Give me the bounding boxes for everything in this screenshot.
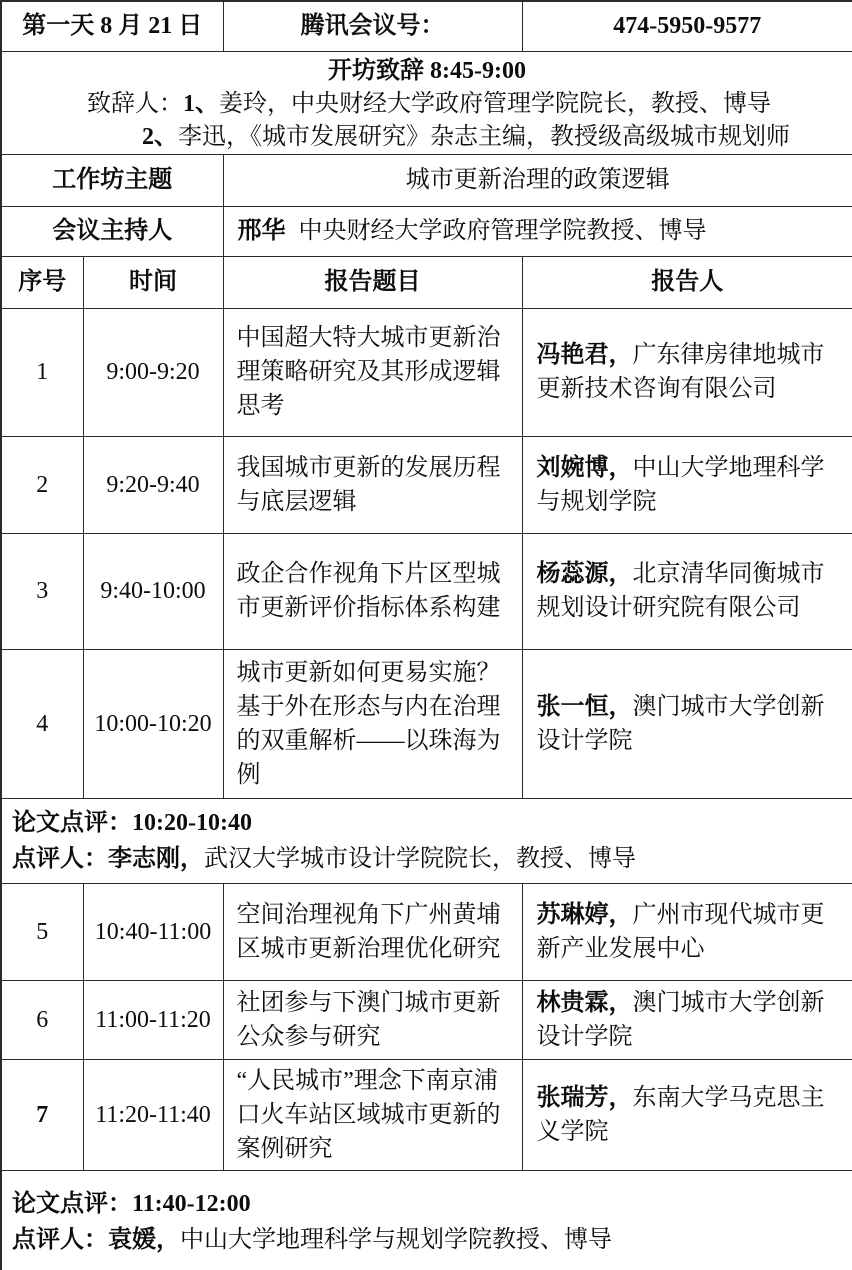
reviewer-desc: 中山大学地理科学与规划学院教授、博导 <box>180 1226 612 1253</box>
workshop-theme-value: 城市更新治理的政策逻辑 <box>223 154 852 206</box>
col-header-title: 报告题目 <box>223 256 522 308</box>
session-no: 4 <box>1 649 83 798</box>
speaker-affiliation: 中山大学地理科学与规划学院 <box>536 454 825 515</box>
speaker-name: 刘婉博， <box>536 454 633 481</box>
speaker-affiliation: 澳门城市大学创新设计学院 <box>536 693 825 754</box>
speaker-affiliation: 北京清华同衡城市规划设计研究院有限公司 <box>536 561 825 621</box>
opening-remarks-section <box>1 51 852 154</box>
speaker-name: 张一恒， <box>536 693 633 720</box>
reviewer-prefix: 点评人： <box>12 1226 108 1253</box>
workshop-theme-label: 工作坊主题 <box>1 154 223 206</box>
opening-prefix: 致辞人： <box>87 90 183 117</box>
session-no: 3 <box>1 533 83 649</box>
session-row-6 <box>1 980 852 1059</box>
review-time: 10:20-10:40 <box>132 809 252 836</box>
host-desc: 中央财经大学政府管理学院教授、博导 <box>298 218 707 244</box>
opening-title: 开坊致辞 8:45-9:00 <box>328 57 526 84</box>
speaker-affiliation: 广州市现代城市更新产业发展中心 <box>536 901 825 962</box>
speaker-affiliation: 澳门城市大学创新设计学院 <box>536 989 825 1050</box>
session-no: 7 <box>1 1059 83 1170</box>
session-time: 10:40-11:00 <box>83 883 223 980</box>
session-speaker <box>522 649 852 798</box>
speaker-name: 杨蕊源， <box>536 561 633 587</box>
review-time: 11:40-12:00 <box>132 1190 251 1217</box>
day-label: 第一天 8 月 21 日 <box>1 1 223 51</box>
session-time: 10:00-10:20 <box>83 649 223 798</box>
meeting-number-value: 474-5950-9577 <box>522 1 852 51</box>
session-row-1 <box>1 308 852 436</box>
paper-review-row-1 <box>1 798 852 883</box>
speaker-name: 林贵霖， <box>536 989 633 1016</box>
session-no: 6 <box>1 980 83 1059</box>
opening-speaker-2-text: 李迅，《城市发展研究》杂志主编，教授级高级城市规划师 <box>178 123 790 150</box>
session-no: 1 <box>1 308 83 436</box>
session-speaker <box>522 533 852 649</box>
session-no: 2 <box>1 436 83 533</box>
opening-speaker-2 <box>142 121 852 154</box>
opening-speaker-1 <box>87 88 852 121</box>
review-person-line <box>12 841 852 877</box>
opening-speaker-1-num: 1、 <box>183 90 219 117</box>
session-title: 社团参与下澳门城市更新公众参与研究 <box>223 980 522 1059</box>
session-row-2 <box>1 436 852 533</box>
session-title: 我国城市更新的发展历程与底层逻辑 <box>223 436 522 533</box>
speaker-name: 张瑞芳， <box>536 1084 633 1111</box>
review-label: 论文点评： <box>12 809 132 836</box>
session-title: 中国超大特大城市更新治理策略研究及其形成逻辑思考 <box>223 308 522 436</box>
col-header-speaker: 报告人 <box>522 256 852 308</box>
review-time-line <box>12 805 852 841</box>
paper-review-row-2 <box>1 1170 852 1270</box>
session-time: 9:40-10:00 <box>83 533 223 649</box>
review-label: 论文点评： <box>12 1190 132 1217</box>
reviewer-name: 李志刚， <box>108 845 204 872</box>
session-speaker <box>522 980 852 1059</box>
session-speaker <box>522 308 852 436</box>
workshop-theme-row <box>1 154 852 206</box>
speaker-affiliation: 广东律房律地城市更新技术咨询有限公司 <box>536 342 825 402</box>
session-row-5 <box>1 883 852 980</box>
speaker-name: 苏琳婷， <box>536 901 633 928</box>
session-time: 11:00-11:20 <box>83 980 223 1059</box>
session-no: 5 <box>1 883 83 980</box>
session-speaker <box>522 883 852 980</box>
session-time: 11:20-11:40 <box>83 1059 223 1170</box>
session-title: “人民城市”理念下南京浦口火车站区域城市更新的案例研究 <box>223 1059 522 1170</box>
review-time-line <box>12 1186 852 1222</box>
top-header-row <box>1 1 852 51</box>
speaker-affiliation: 东南大学马克思主义学院 <box>536 1084 825 1145</box>
session-time: 9:20-9:40 <box>83 436 223 533</box>
session-title: 空间治理视角下广州黄埔区城市更新治理优化研究 <box>223 883 522 980</box>
host-row <box>1 206 852 256</box>
session-title: 政企合作视角下片区型城市更新评价指标体系构建 <box>223 533 522 649</box>
col-header-time: 时间 <box>83 256 223 308</box>
opening-remarks-row <box>1 51 852 154</box>
speaker-name: 冯艳君， <box>536 342 633 368</box>
col-header-no: 序号 <box>1 256 83 308</box>
reviewer-prefix: 点评人： <box>12 845 108 872</box>
host-name: 邢华 <box>237 218 286 244</box>
session-row-3 <box>1 533 852 649</box>
reviewer-desc: 武汉大学城市设计学院院长，教授、博导 <box>204 845 636 872</box>
session-title: 城市更新如何更易实施？基于外在形态与内在治理的双重解析——以珠海为例 <box>223 649 522 798</box>
opening-speaker-1-text: 姜玲，中央财经大学政府管理学院院长，教授、博导 <box>219 90 771 117</box>
paper-review-section-2 <box>1 1170 852 1270</box>
column-header-row <box>1 256 852 308</box>
paper-review-section-1 <box>1 798 852 883</box>
session-time: 9:00-9:20 <box>83 308 223 436</box>
review-person-line <box>12 1222 852 1258</box>
meeting-number-label: 腾讯会议号： <box>223 1 522 51</box>
session-speaker <box>522 436 852 533</box>
reviewer-name: 袁媛， <box>108 1226 180 1253</box>
session-speaker <box>522 1059 852 1170</box>
host-value <box>223 206 852 256</box>
session-row-7 <box>1 1059 852 1170</box>
host-label: 会议主持人 <box>1 206 223 256</box>
session-row-4 <box>1 649 852 798</box>
opening-speaker-2-num: 2、 <box>142 123 178 150</box>
